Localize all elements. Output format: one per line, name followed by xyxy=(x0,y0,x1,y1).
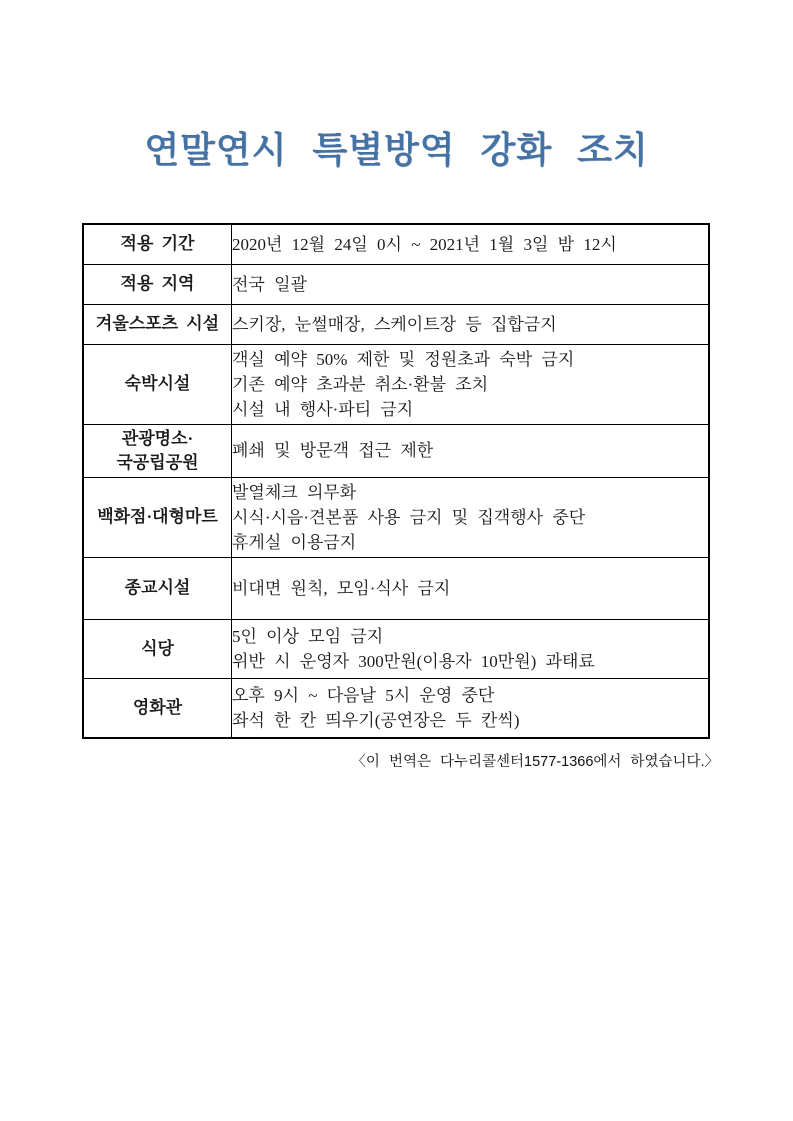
page-title: 연말연시 특별방역 강화 조치 xyxy=(144,129,649,170)
row-value xyxy=(232,477,710,557)
row-value-line: 객실 예약 50% 제한 및 정원초과 숙박 금지 xyxy=(232,349,575,369)
table-row xyxy=(83,264,709,304)
row-value xyxy=(232,424,710,477)
row-label-line: 숙박시설 xyxy=(124,374,191,393)
table-row xyxy=(83,619,709,678)
row-value-line: 비대면 원칙, 모임·식사 금지 xyxy=(232,578,451,598)
table-row xyxy=(83,424,709,477)
row-value xyxy=(232,344,710,424)
translation-credit-footer: 〈이 번역은 다누리콜센터1577-1366에서 하였습니다.〉 xyxy=(351,754,719,770)
row-label xyxy=(83,557,232,619)
measures-table xyxy=(82,223,710,739)
row-label xyxy=(83,678,232,738)
row-label-line: 적용 지역 xyxy=(120,274,195,293)
row-label xyxy=(83,304,232,344)
row-value-line: 발열체크 의무화 xyxy=(232,482,357,502)
row-label-line: 종교시설 xyxy=(124,578,191,597)
row-label xyxy=(83,344,232,424)
row-value-line: 전국 일괄 xyxy=(232,274,307,294)
row-value xyxy=(232,264,710,304)
row-value xyxy=(232,678,710,738)
measures-table-body xyxy=(83,224,709,738)
row-value-line: 5인 이상 모임 금지 xyxy=(232,626,384,646)
table-row xyxy=(83,344,709,424)
row-label xyxy=(83,224,232,264)
row-value-line: 시식·시음·견본품 사용 금지 및 집객행사 중단 xyxy=(232,507,586,527)
row-label xyxy=(83,477,232,557)
row-value xyxy=(232,224,710,264)
row-value-line: 휴게실 이용금지 xyxy=(232,532,357,552)
row-label-line: 식당 xyxy=(141,638,174,658)
row-value-line: 스키장, 눈썰매장, 스케이트장 등 집합금지 xyxy=(232,314,557,334)
row-value-line: 오후 9시 ~ 다음날 5시 운영 중단 xyxy=(232,685,495,705)
row-label xyxy=(83,264,232,304)
table-row xyxy=(83,678,709,738)
row-label-line: 국공립공원 xyxy=(116,452,199,472)
row-value-line: 좌석 한 칸 띄우기(공연장은 두 칸씩) xyxy=(232,710,520,730)
row-label-line: 백화점·대형마트 xyxy=(97,507,218,526)
table-row xyxy=(83,224,709,264)
row-value-line: 2020년 12월 24일 0시 ~ 2021년 1월 3일 밤 12시 xyxy=(232,234,617,254)
table-row xyxy=(83,477,709,557)
row-value-line: 기존 예약 초과분 취소·환불 조치 xyxy=(232,374,489,394)
row-label xyxy=(83,424,232,477)
row-label-line: 겨울스포츠 시설 xyxy=(95,314,220,333)
row-label-line: 적용 기간 xyxy=(120,234,195,254)
row-value-line: 시설 내 행사·파티 금지 xyxy=(232,399,414,419)
row-label-line: 관광명소· xyxy=(121,428,194,448)
row-label-line: 영화관 xyxy=(132,697,183,717)
row-value xyxy=(232,304,710,344)
table-row xyxy=(83,304,709,344)
row-value-line: 위반 시 운영자 300만원(이용자 10만원) 과태료 xyxy=(232,651,595,671)
row-value xyxy=(232,619,710,678)
row-value-line: 폐쇄 및 방문객 접근 제한 xyxy=(232,441,434,460)
table-row xyxy=(83,557,709,619)
row-value xyxy=(232,557,710,619)
row-label xyxy=(83,619,232,678)
